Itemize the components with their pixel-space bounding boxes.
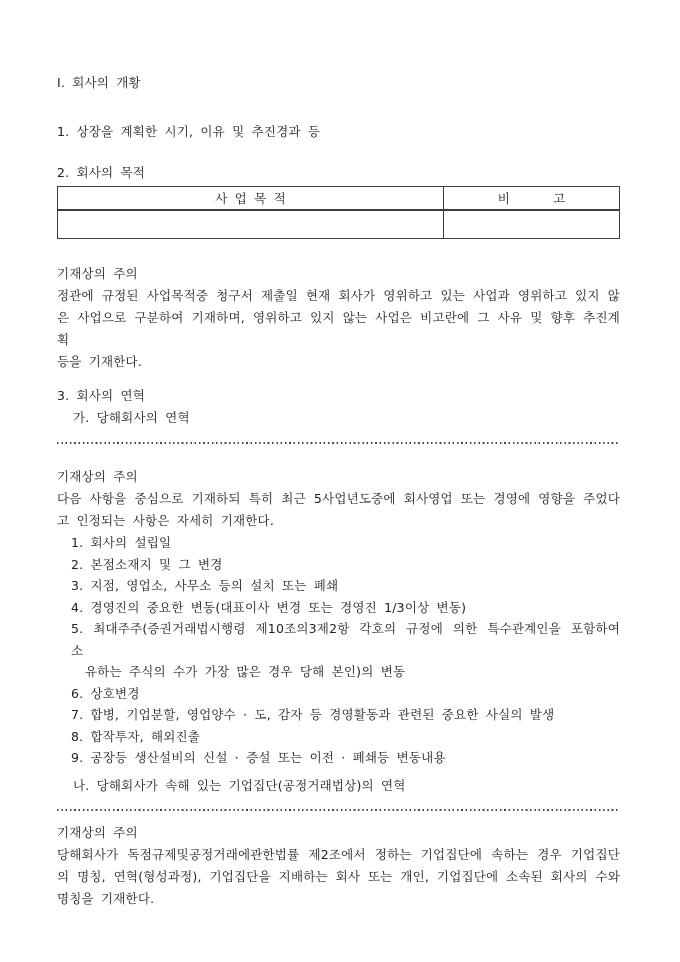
history-item: 6. 상호변경 [71, 685, 140, 701]
notice-text-line: 다음 사항을 중심으로 기재하되 특히 최근 5사업년도중에 회사영업 또는 경영에 영향을 주었다 [57, 491, 620, 506]
history-item: 9. 공장등 생산설비의 신설 · 증설 또는 이전 · 폐쇄등 변동내용 [71, 750, 446, 765]
history-item-continuation: 유하는 주식의 수가 가장 많은 경우 당해 본인)의 변동 [85, 664, 406, 679]
notice-text-line: 당해회사가 독점규제및공정거래에관한법률 제2조에서 정하는 기업집단에 속하는 경우 기업집단 [57, 846, 620, 862]
history-item: 7. 합병, 기업분할, 영업양수 · 도, 감자 등 경영활동과 관련된 중요한 사실의 발생 [71, 707, 555, 722]
notice-text-line: 정관에 규정된 사업목적중 청구서 제출일 현재 회사가 영위하고 있는 사업과 영위하고 있지 않 [57, 288, 620, 303]
history-item: 4. 경영진의 중요한 변동(대표이사 변경 또는 경영진 1/3이상 변동) [71, 599, 467, 615]
notice-label: 기재상의 주의 [57, 824, 138, 840]
section-1-heading: 1. 상장을 계획한 시기, 이유 및 추진경과 등 [57, 124, 321, 139]
notice-text-line: 의 명칭, 연혁(형성과정), 기업집단을 지배하는 회사 또는 개인, 기업집단에 소속된 회사의 수와 [57, 868, 620, 884]
column-header-business-purpose: 사 업 목 적 [58, 187, 444, 211]
document-title: Ⅰ. 회사의 개황 [57, 75, 141, 90]
dotted-divider [57, 809, 620, 811]
notice-text-line: 은 사업으로 구분하여 기재하며, 영위하고 있지 않는 사업은 비고란에 그 사유 및 향후 추진계획 [57, 310, 620, 347]
notice-text-line: 명칭을 기재한다. [57, 890, 155, 906]
notice-text-line: 고 인정되는 사항은 자세히 기재한다. [57, 513, 274, 528]
section-2-heading: 2. 회사의 목적 [57, 165, 146, 180]
history-item: 5. 최대주주(증권거래법시행령 제10조의3제2항 각호의 규정에 의한 특수관계인을 포함하여 소 [71, 621, 620, 658]
note-cell [444, 210, 620, 239]
history-item-list [57, 532, 620, 769]
notice-label: 기재상의 주의 [57, 266, 138, 281]
dotted-divider [57, 442, 620, 444]
business-purpose-table [57, 186, 620, 239]
history-item: 2. 본점소재지 및 그 변경 [71, 556, 223, 572]
table-row [58, 210, 620, 239]
history-item: 8. 합작투자, 해외진출 [71, 728, 201, 744]
history-item: 1. 회사의 설립일 [71, 535, 172, 550]
history-item: 3. 지점, 영업소, 사무소 등의 설치 또는 폐쇄 [71, 578, 339, 593]
notice-label: 기재상의 주의 [57, 469, 138, 484]
section-3-heading: 3. 회사의 연혁 [57, 388, 146, 403]
table-header-row [58, 187, 620, 211]
business-purpose-cell [58, 210, 444, 239]
notice-business-purpose [57, 263, 620, 373]
column-header-note: 비 고 [444, 187, 620, 211]
subsection-na-heading: 나. 당해회사가 속해 있는 기업집단(공정거래법상)의 연혁 [73, 777, 406, 793]
notice-text-line: 등을 기재한다. [57, 354, 142, 369]
subsection-ga-heading: 가. 당해회사의 연혁 [73, 410, 190, 425]
